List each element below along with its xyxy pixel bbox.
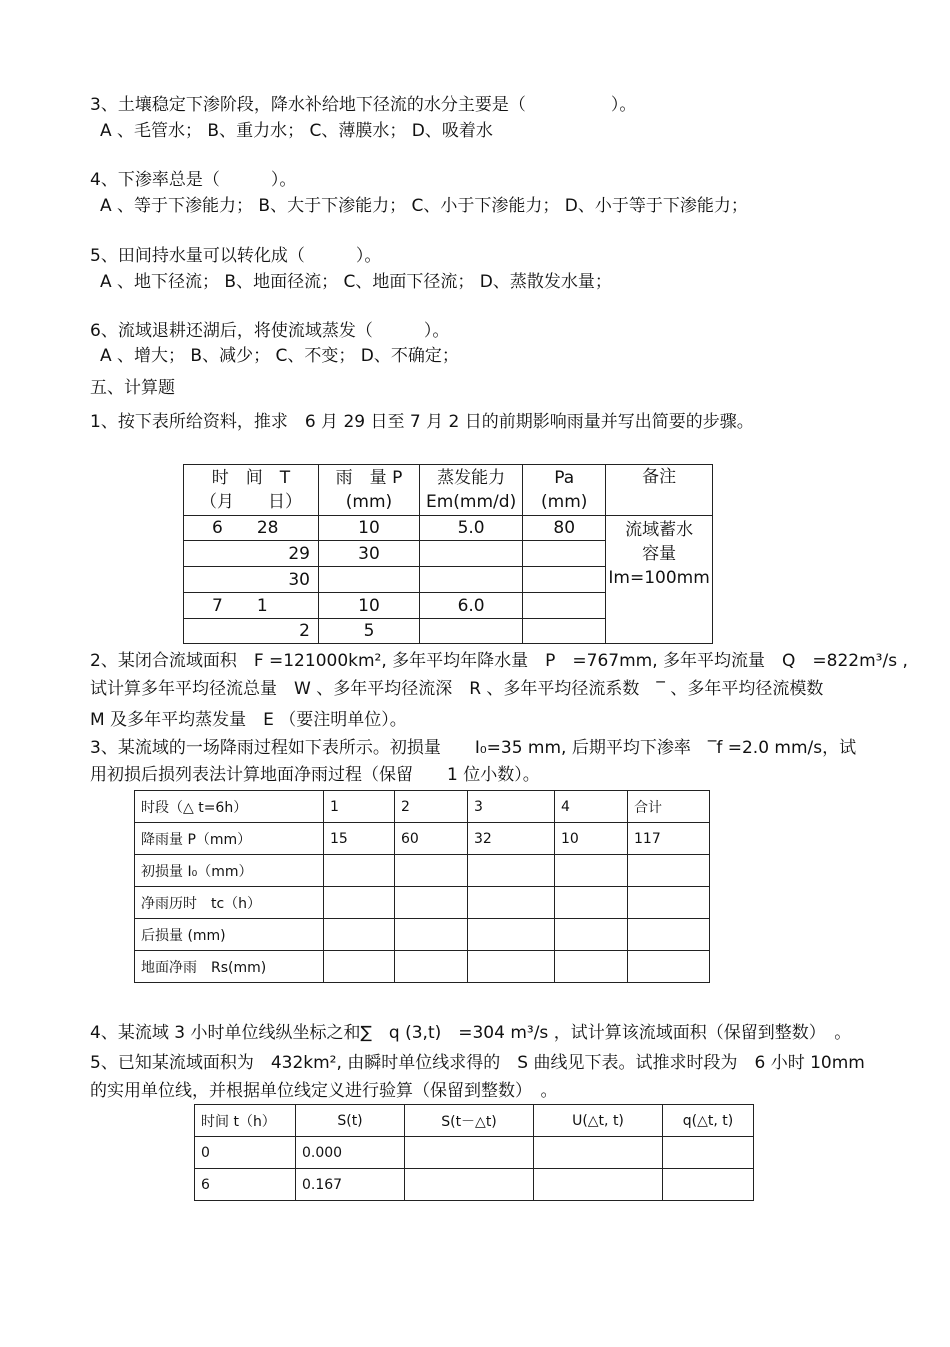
question-4: 4、下渗率总是（ ）。: [90, 170, 297, 190]
table-cell: 117: [628, 823, 710, 855]
note-line: Im=100mm: [608, 568, 710, 588]
header-cell: 1: [324, 791, 395, 823]
calc2-line3: M 及多年平均蒸发量 E （要注明单位）。: [90, 710, 407, 730]
table-cell: [395, 919, 468, 951]
table-cell: [468, 919, 555, 951]
table-cell: [555, 951, 628, 983]
rain-cell: 5: [319, 619, 420, 644]
calc3-line2: 用初损后损列表法计算地面净雨过程（保留 1 位小数）。: [90, 765, 540, 785]
rain-cell: 10: [319, 516, 420, 541]
table-cell: 0: [195, 1137, 296, 1169]
table-cell: [468, 887, 555, 919]
calc3-line1: 3、某流域的一场降雨过程如下表所示。初损量 I₀=35 mm, 后期平均下渗率 ‾f =2.0 mm/s，试: [90, 738, 857, 758]
table-cell: 降雨量 P（mm）: [135, 823, 324, 855]
table-cell: [395, 951, 468, 983]
pa-cell: [523, 567, 606, 593]
table-cell: [663, 1137, 754, 1169]
table-row: [135, 855, 710, 887]
header-line: 时 间 T: [211, 468, 291, 488]
table-row: [184, 516, 713, 541]
table-cell: [324, 887, 395, 919]
table-header-row: [135, 791, 710, 823]
table-cell: [555, 919, 628, 951]
table-row: [135, 951, 710, 983]
calc4-question: 4、某流域 3 小时单位线纵坐标之和∑ q (3,t) =304 m³/s ，试计算该流域面积（保留到整数） 。: [90, 1023, 852, 1043]
date-cell: 30: [184, 567, 319, 593]
note-line: 容量: [642, 544, 677, 564]
question-4-options: A 、等于下渗能力； B、大于下渗能力； C、小于下渗能力； D、小于等于下渗能力；: [100, 196, 748, 216]
rain-cell: 30: [319, 541, 420, 567]
question-6: 6、流域退耕还湖后，将使流域蒸发（ ）。: [90, 321, 450, 341]
header-cell: q(△t, t): [663, 1105, 754, 1137]
table-cell: [405, 1169, 534, 1201]
table-cell: [555, 887, 628, 919]
header-cell: [184, 465, 319, 516]
pa-cell: 80: [523, 516, 606, 541]
header-cell: [420, 465, 523, 516]
calc2-line1: 2、某闭合流域面积 F =121000km², 多年平均年降水量 P =767mm, 多年平均流量 Q =822m³/s ,: [90, 651, 908, 671]
table-cell: 初损量 I₀（mm）: [135, 855, 324, 887]
table-header-row: [184, 465, 713, 516]
question-3-options: A 、毛管水； B、重力水； C、薄膜水； D、吸着水: [100, 121, 493, 141]
table-cell: [628, 951, 710, 983]
header-cell: 时段（△ t=6h）: [135, 791, 324, 823]
question-3: 3、土壤稳定下渗阶段，降水补给地下径流的水分主要是（ ）。: [90, 95, 637, 115]
pa-cell: [523, 619, 606, 644]
table-cell: 后损量 (mm): [135, 919, 324, 951]
table-cell: 0.000: [296, 1137, 405, 1169]
header-line: 雨 量 P: [335, 468, 403, 488]
header-line: Pa: [554, 468, 575, 488]
header-cell: [523, 465, 606, 516]
table-cell: [555, 855, 628, 887]
table-cell: [628, 887, 710, 919]
calc2-line2: 试计算多年平均径流总量 W 、多年平均径流深 R 、多年平均径流系数 ‾ 、多年平均径流模数: [90, 679, 824, 699]
table-cell: [395, 887, 468, 919]
note-cell: [606, 516, 713, 644]
table-row: [135, 919, 710, 951]
table-cell: [324, 855, 395, 887]
table-cell: [324, 951, 395, 983]
table-cell: 15: [324, 823, 395, 855]
date-cell: 7 1: [184, 593, 319, 619]
table-cell: 10: [555, 823, 628, 855]
header-line: Em(mm/d): [426, 492, 517, 512]
question-5-options: A 、地下径流； B、地面径流； C、地面下径流； D、蒸散发水量；: [100, 272, 612, 292]
header-line: 备注: [642, 467, 677, 487]
table-cell: [663, 1169, 754, 1201]
table-row: [195, 1137, 754, 1169]
table-cell: 0.167: [296, 1169, 405, 1201]
table-row: [135, 823, 710, 855]
table-cell: [534, 1169, 663, 1201]
header-cell: 合计: [628, 791, 710, 823]
evap-cell: 6.0: [420, 593, 523, 619]
calc5-line1: 5、已知某流域面积为 432km², 由瞬时单位线求得的 S 曲线见下表。试推求时段为 6 小时 10mm: [90, 1053, 865, 1073]
table-cell: [468, 951, 555, 983]
table-cell: 6: [195, 1169, 296, 1201]
header-line: 蒸发能力: [437, 468, 506, 488]
rain-cell: 10: [319, 593, 420, 619]
pa-cell: [523, 541, 606, 567]
section-title: 五、计算题: [90, 378, 175, 398]
table-cell: [468, 855, 555, 887]
header-cell: S(t－△t): [405, 1105, 534, 1137]
date-cell: 29: [184, 541, 319, 567]
pa-cell: [523, 593, 606, 619]
table-cell: [628, 855, 710, 887]
header-cell: S(t): [296, 1105, 405, 1137]
calc3-table: [134, 790, 710, 983]
table-row: [195, 1169, 754, 1201]
rain-cell: [319, 567, 420, 593]
evap-cell: [420, 541, 523, 567]
header-cell: [319, 465, 420, 516]
header-cell: 3: [468, 791, 555, 823]
question-5: 5、田间持水量可以转化成（ ）。: [90, 246, 382, 266]
table-cell: [405, 1137, 534, 1169]
table-cell: [628, 919, 710, 951]
table-cell: [395, 855, 468, 887]
header-line: (mm): [345, 492, 393, 512]
evap-cell: [420, 567, 523, 593]
table-cell: [534, 1137, 663, 1169]
header-cell: U(△t, t): [534, 1105, 663, 1137]
evap-cell: 5.0: [420, 516, 523, 541]
calc1-table: [183, 464, 713, 644]
calc5-line2: 的实用单位线，并根据单位线定义进行验算（保留到整数） 。: [90, 1081, 558, 1101]
calc5-table: [194, 1104, 754, 1201]
table-cell: 地面净雨 Rs(mm): [135, 951, 324, 983]
table-cell: 60: [395, 823, 468, 855]
question-6-options: A 、增大； B、减少； C、不变； D、不确定；: [100, 346, 459, 366]
header-cell: 时间 t（h）: [195, 1105, 296, 1137]
table-cell: [324, 919, 395, 951]
header-cell: 4: [555, 791, 628, 823]
header-line: (mm): [541, 492, 588, 512]
table-row: [135, 887, 710, 919]
evap-cell: [420, 619, 523, 644]
header-cell: [606, 465, 713, 516]
calc1-question: 1、按下表所给资料，推求 6 月 29 日至 7 月 2 日的前期影响雨量并写出简要的步骤。: [90, 412, 754, 432]
table-cell: 净雨历时 tc（h）: [135, 887, 324, 919]
table-header-row: [195, 1105, 754, 1137]
note-line: 流域蓄水: [625, 520, 694, 540]
header-line: （月 日）: [200, 492, 302, 512]
table-cell: 32: [468, 823, 555, 855]
date-cell: 2: [184, 619, 319, 644]
date-cell: 6 28: [184, 516, 319, 541]
header-cell: 2: [395, 791, 468, 823]
